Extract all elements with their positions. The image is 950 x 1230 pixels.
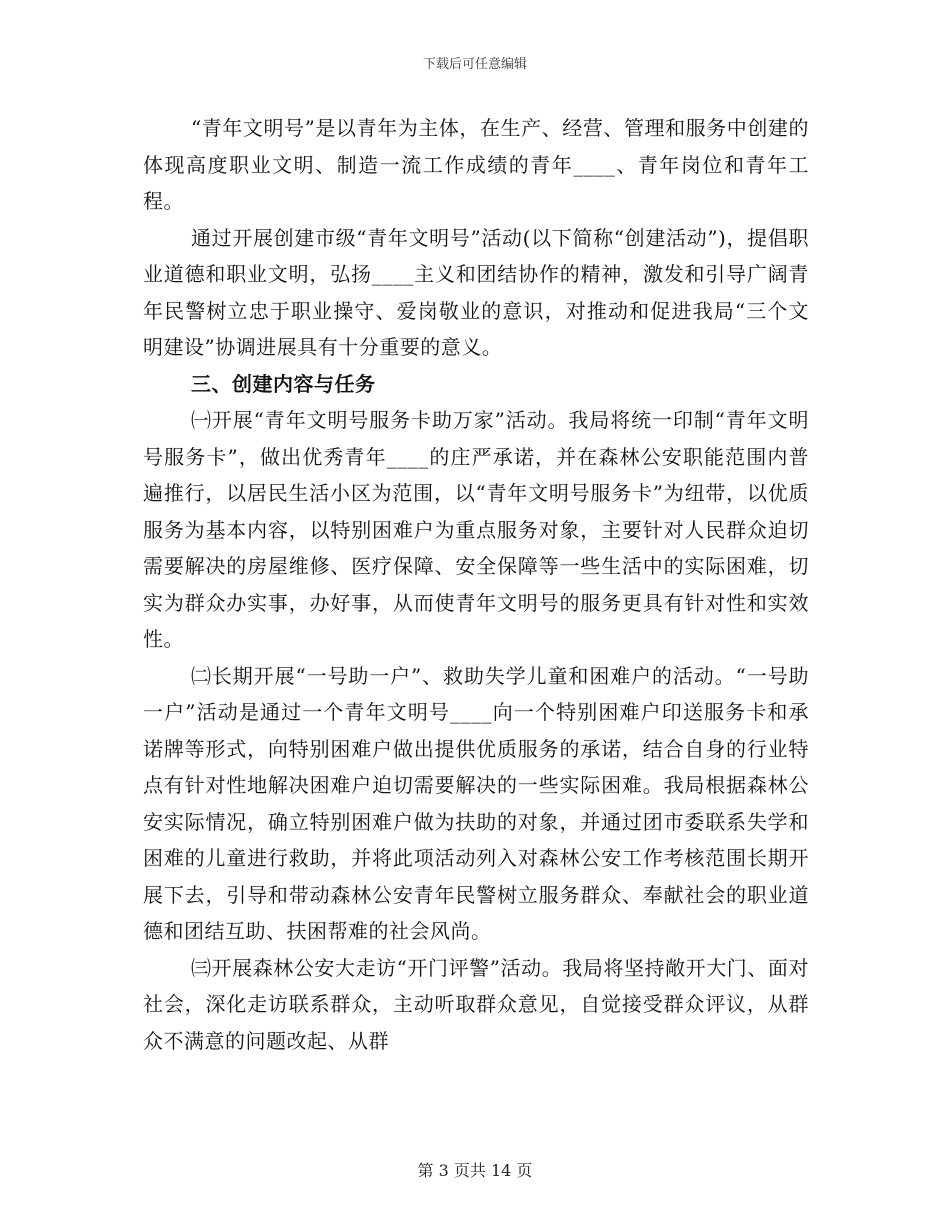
document-body [143, 110, 809, 1059]
section-heading: 三、创建内容与任务 [191, 371, 376, 396]
page-footer: 第 3 页共 14 页 [417, 1161, 533, 1180]
paragraph-5: ㈢开展森林公安大走访“开门评警”活动。我局将坚持敞开大门、面对社会，深化走访联系群众，主动听取群众意见，自觉接受群众评议，从群众不满意的问题改起、从群 [143, 955, 809, 1053]
paragraph-2: 通过开展创建市级“青年文明号”活动(以下简称“创建活动”)，提倡职业道德和职业文明，弘扬____主义和团结协作的精神，激发和引导广阔青年民警树立忠于职业操守、爱岗敬业的意识，对推动和促进我局“三个文明建设”协调进展具有十分重要的意义。 [143, 225, 809, 359]
paragraph-3: ㈠开展“青年文明号服务卡助万家”活动。我局将统一印制“青年文明号服务卡”，做出优秀青年____的庄严承诺，并在森林公安职能范围内普遍推行，以居民生活小区为范围，以“青年文明号服务卡”为纽带，以优质服务为基本内容，以特别困难户为重点服务对象，主要针对人民群众迫切需要解决的房屋维修、医疗保障、安全保障等一些生活中的实际困难，切实为群众办实事，办好事，从而使青年文明号的服务更具有针对性和实效性。 [143, 408, 809, 651]
page-header-note: 下载后可任意编辑 [422, 57, 527, 72]
paragraph-1: “青年文明号”是以青年为主体，在生产、经营、管理和服务中创建的体现高度职业文明、制造一流工作成绩的青年____、青年岗位和青年工程。 [143, 116, 809, 213]
paragraph-4: ㈡长期开展“一号助一户”、救助失学儿童和困难户的活动。“一号助一户”活动是通过一个青年文明号____向一个特别困难户印送服务卡和承诺牌等形式，向特别困难户做出提供优质服务的承诺，结合自身的行业特点有针对性地解决困难户迫切需要解决的一些实际困难。我局根据森林公安实际情况，确立特别困难户做为扶助的对象，并通过团市委联系失学和困难的儿童进行救助，并将此项活动列入对森林公安工作考核范围长期开展下去，引导和带动森林公安青年民警树立服务群众、奉献社会的职业道德和团结互助、扶困帮难的社会风尚。 [143, 663, 809, 943]
